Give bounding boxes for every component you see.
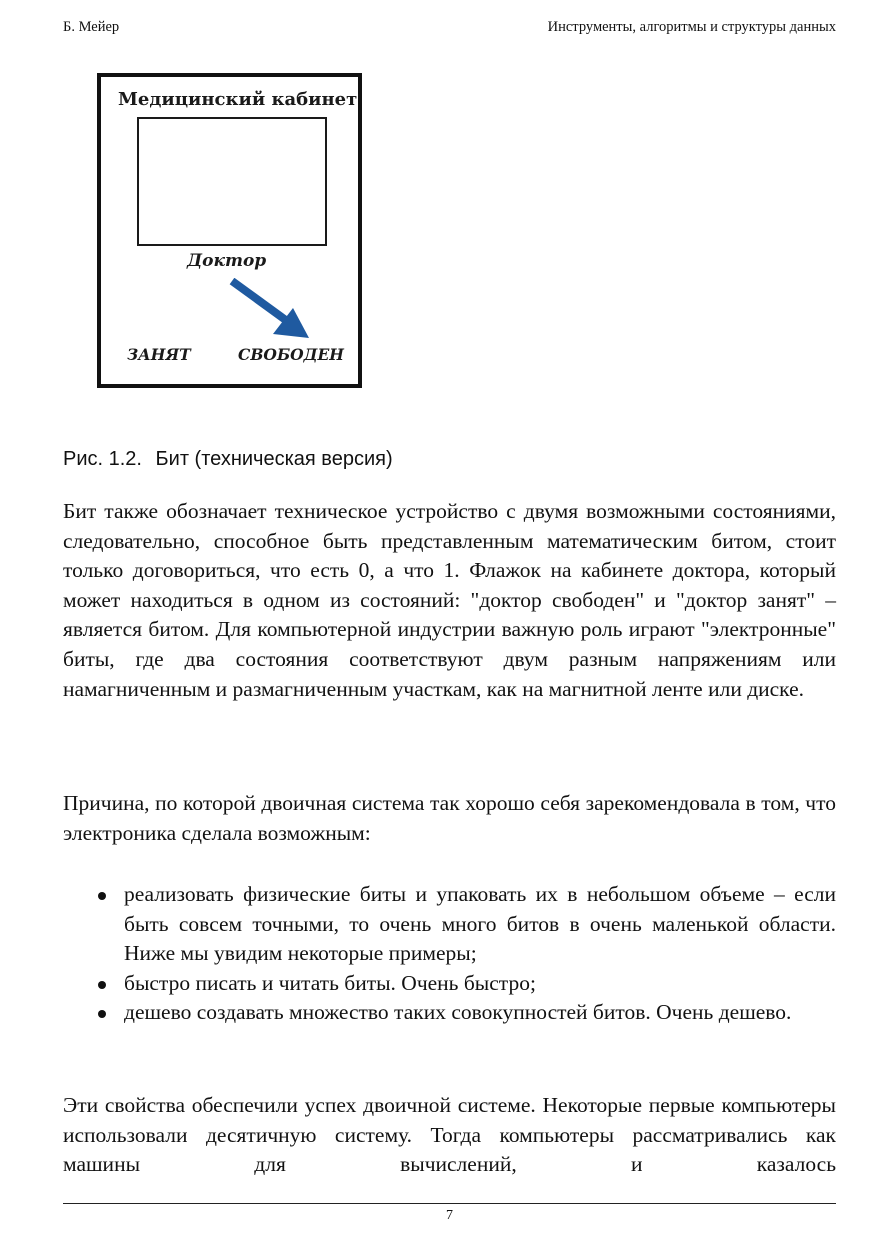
caption-text: Бит (техническая версия) <box>155 448 393 470</box>
bullet-dot-icon <box>98 981 106 989</box>
paragraph-properties: Эти свойства обеспечили успех двоичной системе. Некоторые первые компьютеры использовали десятичную систему. Тогда компьютеры рассматривались как машины для вычислений, и казалось <box>63 1093 836 1177</box>
arrow-icon <box>229 278 313 340</box>
figure-caption <box>63 445 393 473</box>
paragraph-bit-technical: Бит также обозначает техническое устройство с двумя возможными состояниями, следовательно, способное быть представленным математическим битом, стоит только договориться, что есть 0, а что 1. Флажок на кабинете доктора, который может находиться в одном из состояний: "доктор свободен" и "доктор занят" – является битом. Для компьютерной индустрии важную роль играют "электронные" биты, где два состояния соответствуют двум разным напряжениям или намагниченным и размагниченным участкам, как на магнитной ленте или диске. <box>63 499 836 701</box>
caption-number: Рис. 1.2. <box>63 448 142 470</box>
list-item <box>63 998 836 1028</box>
figure-door-panel <box>137 117 327 246</box>
list-item <box>63 880 836 969</box>
page-number: 7 <box>446 1208 453 1223</box>
header-author: Б. Мейер <box>63 19 120 35</box>
bullet-dot-icon <box>98 892 106 900</box>
list-item-text: реализовать физические биты и упаковать их в небольшом объеме – если быть совсем точными, то очень много битов в очень маленькой области. Ниже мы увидим некоторые примеры; <box>124 882 836 966</box>
footer-divider <box>63 1203 836 1204</box>
list-item-text: быстро писать и читать биты. Очень быстро; <box>124 970 536 995</box>
figure-medical-office <box>97 73 362 388</box>
header-book-title: Инструменты, алгоритмы и структуры данных <box>547 19 836 35</box>
list-item <box>63 969 836 999</box>
figure-doctor-label: Доктор <box>187 251 267 271</box>
bullet-dot-icon <box>98 1010 106 1018</box>
bullet-list <box>63 880 836 1028</box>
figure-state-busy: ЗАНЯТ <box>127 345 191 364</box>
figure-title: Медицинский кабинет <box>118 89 358 110</box>
list-item-text: дешево создавать множество таких совокупностей битов. Очень дешево. <box>124 1000 792 1025</box>
paragraph-reason: Причина, по которой двоичная система так хорошо себя зарекомендовала в том, что электроника сделала возможным: <box>63 791 836 845</box>
running-header <box>63 17 836 37</box>
figure-state-free: СВОБОДЕН <box>238 345 344 364</box>
